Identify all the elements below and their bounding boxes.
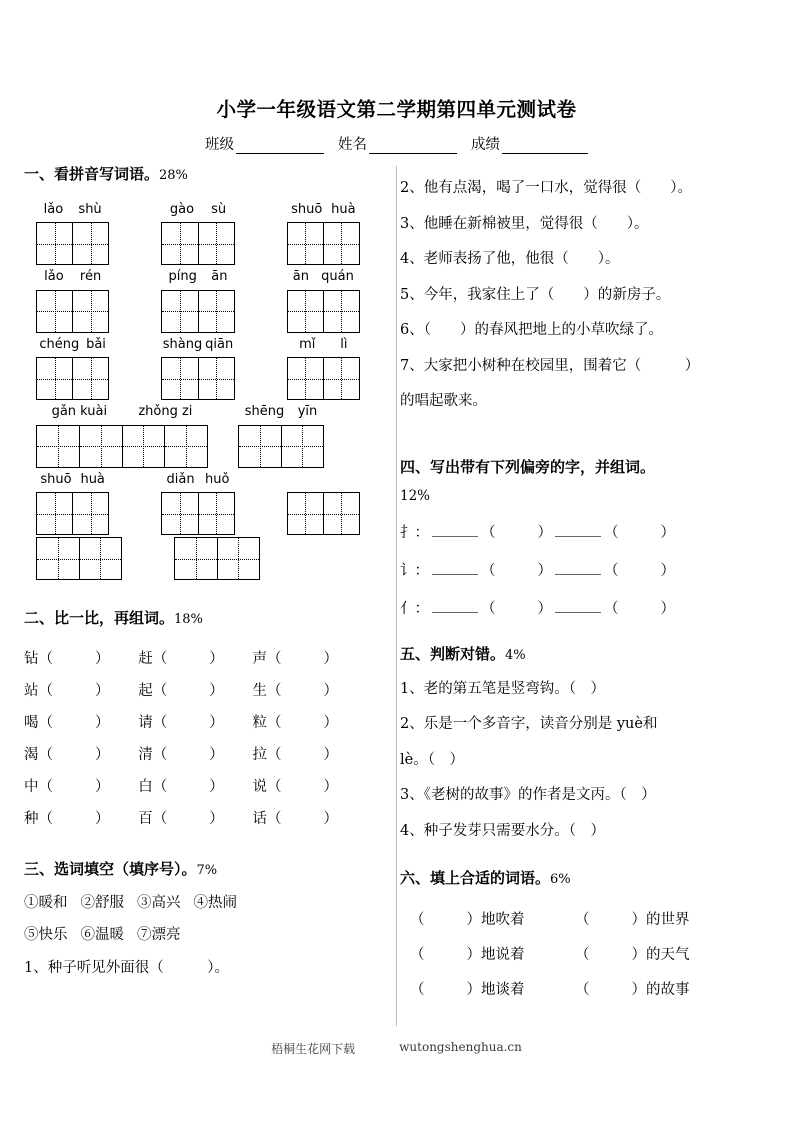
pinyin-syllable: shàng <box>162 336 203 352</box>
compare-word-cell[interactable] <box>252 801 360 833</box>
character-blank[interactable] <box>555 561 601 575</box>
compare-word-cell[interactable] <box>138 737 252 769</box>
compare-words-body <box>24 641 360 833</box>
compare-word-cell[interactable] <box>24 673 138 705</box>
pinyin-syllable: zhǒng zi <box>138 404 193 420</box>
pinyin-row <box>24 200 360 266</box>
paren-close: ） <box>95 746 110 763</box>
pinyin-syllable: diǎn <box>166 471 195 487</box>
writing-grid[interactable] <box>36 357 109 400</box>
option-item[interactable]: ③高兴 <box>137 895 181 912</box>
score-label: 成绩 <box>471 137 500 154</box>
compare-word-cell[interactable] <box>138 705 252 737</box>
writing-grid[interactable] <box>287 290 360 333</box>
compare-char: 声（ <box>252 650 282 667</box>
writing-grid-cell[interactable] <box>73 493 108 534</box>
writing-grid-cell[interactable] <box>288 291 324 332</box>
student-id-line <box>0 133 793 154</box>
character-blank[interactable] <box>432 599 478 613</box>
compare-char: 中（ <box>24 778 53 795</box>
paren-close: ） <box>323 810 338 827</box>
writing-grid[interactable] <box>238 425 324 468</box>
writing-grid-cell[interactable] <box>73 291 108 332</box>
compare-word-cell[interactable] <box>24 801 138 833</box>
pinyin-syllable: shuō <box>40 471 72 487</box>
writing-grid-row <box>24 492 360 535</box>
paren-close: ） <box>95 714 110 731</box>
compare-word-cell[interactable] <box>138 769 252 801</box>
writing-grid-cell[interactable] <box>37 291 73 332</box>
compare-word-cell[interactable] <box>24 737 138 769</box>
paren-close: ） <box>95 650 110 667</box>
section-3-title: 三、选词填空（填序号）。 <box>24 860 197 879</box>
character-blank[interactable] <box>432 561 478 575</box>
writing-grid-cell[interactable] <box>80 426 123 467</box>
section-4-radical-rows <box>400 521 750 618</box>
section-5-questions <box>400 678 750 842</box>
compare-char: 请（ <box>138 714 168 731</box>
pinyin-label-row <box>24 267 360 287</box>
compare-word-cell[interactable] <box>138 673 252 705</box>
question-line[interactable]: 1、种子听见外面很（ ）。 <box>24 960 229 977</box>
writing-grid-cell[interactable] <box>324 493 359 534</box>
paren-close: ） <box>209 650 224 667</box>
paren-open: （ <box>481 562 496 579</box>
table-row <box>400 936 750 971</box>
writing-grid[interactable] <box>36 222 109 265</box>
footer-source: 梧桐生花网下载 <box>271 1042 356 1056</box>
writing-grid-cell[interactable] <box>37 426 80 467</box>
pinyin-syllable: ān <box>292 269 309 285</box>
section-4-heading <box>400 457 750 478</box>
fill-word-cell[interactable] <box>400 936 575 971</box>
compare-word-cell[interactable] <box>138 801 252 833</box>
question-line[interactable]: 2、他有点渴，喝了一口水，觉得很（ ）。 <box>400 180 692 197</box>
page-title: 小学一年级语文第二学期第四单元测试卷 <box>216 98 577 121</box>
paren-open: （ <box>410 947 425 964</box>
pinyin-label-row <box>24 200 360 220</box>
pinyin-group-label <box>36 267 109 287</box>
pinyin-syllable: chéng <box>39 336 80 352</box>
pinyin-syllable: lì <box>340 336 348 352</box>
section-2-heading <box>24 608 360 629</box>
judgement-question[interactable]: 4、种子发芽只需要水分。（ ） <box>400 822 605 839</box>
writing-grid-cell[interactable] <box>37 223 73 264</box>
compare-char: 赶（ <box>138 650 168 667</box>
table-row <box>24 737 360 769</box>
judgement-question[interactable]: 3、《老树的故事》的作者是文丙。（ ） <box>400 787 656 804</box>
section-3-score: 7% <box>196 863 218 879</box>
compare-char: 起（ <box>138 682 168 699</box>
column-divider <box>396 166 397 1026</box>
pinyin-syllable: lǎo <box>44 269 64 285</box>
pinyin-syllable: rén <box>79 269 102 285</box>
writing-grid-cell[interactable] <box>324 223 359 264</box>
section-5-title: 五、判断对错。 <box>400 644 506 663</box>
pinyin-syllable: sù <box>211 201 227 217</box>
table-row <box>400 901 750 936</box>
judgement-question[interactable]: 1、老的第五笔是竖弯钩。（ ） <box>400 680 605 697</box>
writing-grid-cell[interactable] <box>162 291 198 332</box>
section-2-title: 二、比一比，再组词。 <box>24 609 175 628</box>
radical-label: 扌： <box>400 524 429 541</box>
name-label: 姓名 <box>338 137 367 154</box>
judgement-question[interactable]: lè。（ ） <box>400 751 464 768</box>
section-6-heading <box>400 868 750 889</box>
compare-char: 拉（ <box>252 746 282 763</box>
compare-word-cell[interactable] <box>252 705 360 737</box>
fill-word-tail: ）的世界 <box>631 912 690 929</box>
paren-close: ） <box>323 650 338 667</box>
pinyin-label-row <box>24 470 360 490</box>
fill-word-tail: ）的故事 <box>631 982 690 999</box>
question-line[interactable]: 5、今年，我家住上了（ ）的新房子。 <box>400 286 671 303</box>
pinyin-syllable: shēng <box>244 404 285 420</box>
table-row <box>24 769 360 801</box>
fill-words-body <box>400 901 750 1006</box>
pinyin-syllable: gǎn kuài <box>51 404 108 420</box>
fill-word-cell[interactable] <box>400 971 575 1006</box>
writing-grid[interactable] <box>36 290 109 333</box>
writing-grid-cell[interactable] <box>123 426 166 467</box>
compare-word-cell[interactable] <box>24 705 138 737</box>
paren-open: （ <box>604 562 619 579</box>
question-line[interactable]: 的唱起歌来。 <box>400 393 487 410</box>
judgement-question[interactable]: 2、乐是一个多音字，读音分别是 yuè和 <box>400 716 658 733</box>
section-6-title: 六、填上合适的词语。 <box>400 869 551 888</box>
compare-char: 话（ <box>252 810 282 827</box>
writing-grid[interactable] <box>287 357 360 400</box>
score-blank[interactable] <box>502 139 588 154</box>
compare-char: 百（ <box>138 810 168 827</box>
paren-close: ） <box>537 562 552 579</box>
writing-grid-cell[interactable] <box>239 426 282 467</box>
compare-char: 生（ <box>252 682 282 699</box>
section-1-title: 一、看拼音写词语。 <box>24 165 160 184</box>
pinyin-row <box>24 537 360 580</box>
writing-grid-row <box>24 290 360 333</box>
radical-row <box>400 559 750 580</box>
name-blank[interactable] <box>369 139 457 154</box>
body-columns <box>0 164 793 1006</box>
paren-open: （ <box>481 524 496 541</box>
pinyin-row <box>24 335 360 401</box>
writing-grid-cell[interactable] <box>199 493 234 534</box>
writing-grid-cell[interactable] <box>199 358 234 399</box>
pinyin-group-label <box>287 200 360 220</box>
compare-word-cell[interactable] <box>252 641 360 673</box>
pinyin-group-label <box>161 200 234 220</box>
compare-char: 站（ <box>24 682 53 699</box>
pinyin-group-label <box>238 402 324 422</box>
name-field[interactable] <box>338 133 457 154</box>
paren-close: ） <box>323 778 338 795</box>
section-5-heading <box>400 644 750 665</box>
fill-word-cell[interactable] <box>400 901 575 936</box>
compare-char: 渴（ <box>24 746 53 763</box>
compare-word-cell[interactable] <box>24 641 138 673</box>
compare-char: 种（ <box>24 810 53 827</box>
compare-word-cell[interactable] <box>24 769 138 801</box>
character-blank[interactable] <box>555 523 601 537</box>
paren-close: ） <box>95 682 110 699</box>
writing-grid-cell[interactable] <box>162 493 198 534</box>
option-item[interactable]: ④热闹 <box>193 895 237 912</box>
table-row <box>400 971 750 1006</box>
paren-close: ） <box>323 682 338 699</box>
pinyin-syllable: shuō <box>291 201 323 217</box>
writing-grid-cell[interactable] <box>165 426 207 467</box>
paren-close: ） <box>209 682 224 699</box>
option-item[interactable]: ⑦漂亮 <box>137 927 181 944</box>
paren-close: ） <box>660 562 675 579</box>
paren-close: ） <box>660 600 675 617</box>
paren-open: （ <box>481 600 496 617</box>
pinyin-syllable: huǒ <box>205 471 230 487</box>
fill-word-tail: ）的天气 <box>631 947 690 964</box>
pinyin-group-label <box>287 470 360 490</box>
radical-row <box>400 597 750 618</box>
character-blank[interactable] <box>555 599 601 613</box>
writing-grid[interactable] <box>161 222 234 265</box>
pinyin-syllable: huà <box>331 201 356 217</box>
paren-open: （ <box>410 982 425 999</box>
pinyin-group-label <box>161 335 234 355</box>
writing-grid[interactable] <box>36 492 109 535</box>
pinyin-syllable: yīn <box>297 404 318 420</box>
option-item[interactable]: ⑥温暖 <box>80 927 124 944</box>
left-column <box>24 164 376 1006</box>
writing-grid-cell[interactable] <box>73 223 108 264</box>
pinyin-syllable: ān <box>211 269 228 285</box>
compare-char: 粒（ <box>252 714 282 731</box>
compare-char: 说（ <box>252 778 282 795</box>
pinyin-label-row <box>24 335 360 355</box>
writing-grid-cell[interactable] <box>175 538 218 579</box>
pinyin-syllable: huà <box>80 471 105 487</box>
paren-close: ） <box>660 524 675 541</box>
compare-char: 清（ <box>138 746 168 763</box>
writing-grid-cell[interactable] <box>282 426 324 467</box>
compare-word-cell[interactable] <box>252 769 360 801</box>
section-3-heading <box>24 859 360 880</box>
table-row <box>24 673 360 705</box>
pinyin-group-label <box>161 267 234 287</box>
writing-grid-row <box>24 425 360 468</box>
section-4-title: 四、写出带有下列偏旁的字，并组词。 <box>400 457 656 476</box>
section-1-heading <box>24 164 360 185</box>
fill-word-tail: ）地说着 <box>466 947 525 964</box>
writing-grid-cell[interactable] <box>288 358 324 399</box>
section-4-score: 12% <box>400 487 431 504</box>
writing-grid-cell[interactable] <box>80 538 122 579</box>
paren-open: （ <box>604 524 619 541</box>
pinyin-syllable: lǎo <box>43 201 64 217</box>
pinyin-syllable: shù <box>78 201 102 217</box>
table-row <box>24 641 360 673</box>
writing-grid-cell[interactable] <box>199 223 234 264</box>
writing-grid-cell[interactable] <box>37 538 80 579</box>
compare-word-cell[interactable] <box>138 641 252 673</box>
pinyin-label-row <box>24 402 360 422</box>
section-2-score: 18% <box>174 612 203 628</box>
paren-close: ） <box>209 810 224 827</box>
section-3-options-row-2 <box>24 923 360 944</box>
writing-grid-row <box>24 222 360 265</box>
pinyin-row <box>24 267 360 333</box>
writing-grid-cell[interactable] <box>324 291 359 332</box>
pinyin-group-label <box>287 335 360 355</box>
section-3-options-row-1 <box>24 891 360 912</box>
writing-grid[interactable] <box>287 222 360 265</box>
paren-close: ） <box>209 778 224 795</box>
radical-label: 讠： <box>400 562 429 579</box>
pinyin-group-label <box>36 200 109 220</box>
writing-grid-cell[interactable] <box>218 538 260 579</box>
character-blank[interactable] <box>432 523 478 537</box>
paren-close: ） <box>323 714 338 731</box>
pinyin-syllable: gào <box>169 201 195 217</box>
paren-close: ） <box>95 778 110 795</box>
writing-grid[interactable] <box>287 492 360 535</box>
pinyin-group-label <box>287 267 360 287</box>
class-field[interactable] <box>205 133 324 154</box>
pinyin-group-label <box>36 470 109 490</box>
writing-grid-cell[interactable] <box>162 223 198 264</box>
paren-open: （ <box>410 912 425 929</box>
compare-word-cell[interactable] <box>252 737 360 769</box>
writing-grid-cell[interactable] <box>37 493 73 534</box>
footer-site: wutongshenghua.cn <box>399 1040 522 1054</box>
compare-char: 白（ <box>138 778 168 795</box>
writing-grid-cell[interactable] <box>37 358 73 399</box>
pinyin-syllable: mǐ <box>299 336 316 352</box>
paren-open: （ <box>575 912 590 929</box>
writing-grid-cell[interactable] <box>73 358 108 399</box>
writing-grid[interactable] <box>36 425 208 468</box>
paren-close: ） <box>537 600 552 617</box>
writing-grid-row <box>24 537 360 580</box>
pinyin-group-label <box>36 402 208 422</box>
paren-close: ） <box>537 524 552 541</box>
right-column <box>376 164 750 1006</box>
option-item[interactable]: ⑤快乐 <box>24 927 68 944</box>
question-line[interactable]: 3、他睡在新棉被里，觉得很（ ）。 <box>400 215 649 232</box>
writing-grid[interactable] <box>161 290 234 333</box>
pinyin-syllable: qiān <box>205 336 234 352</box>
paren-open: （ <box>575 982 590 999</box>
radical-row <box>400 521 750 542</box>
pinyin-row <box>24 470 360 536</box>
class-label: 班级 <box>205 137 234 154</box>
writing-grid-cell[interactable] <box>162 358 198 399</box>
section-3-right-questions <box>400 177 750 412</box>
score-field[interactable] <box>471 133 588 154</box>
pinyin-syllable: bǎi <box>86 336 106 352</box>
section-5-score: 4% <box>505 647 526 663</box>
question-line[interactable]: 4、老师表扬了他，他很（ ）。 <box>400 251 620 268</box>
class-blank[interactable] <box>236 139 324 154</box>
paren-close: ） <box>209 714 224 731</box>
section-3-left-questions <box>24 957 360 979</box>
fill-word-cell[interactable] <box>575 936 750 971</box>
radical-label: 亻： <box>400 600 429 617</box>
section-1-score: 28% <box>159 168 188 184</box>
writing-grid-cell[interactable] <box>288 493 324 534</box>
option-item[interactable]: ②舒服 <box>80 895 124 912</box>
pinyin-writing-block <box>24 200 360 581</box>
option-item[interactable]: ①暖和 <box>24 895 68 912</box>
writing-grid-row <box>24 357 360 400</box>
section-6-score: 6% <box>550 872 571 888</box>
writing-grid[interactable] <box>161 357 234 400</box>
writing-grid[interactable] <box>161 492 234 535</box>
pinyin-syllable: píng <box>168 269 197 285</box>
paren-close: ） <box>323 746 338 763</box>
compare-word-cell[interactable] <box>252 673 360 705</box>
paren-open: （ <box>604 600 619 617</box>
writing-grid-cell[interactable] <box>199 291 234 332</box>
table-row <box>24 801 360 833</box>
paren-close: ） <box>209 746 224 763</box>
fill-word-tail: ）地吹着 <box>466 912 525 929</box>
pinyin-group-label <box>36 335 109 355</box>
pinyin-syllable: quán <box>321 269 354 285</box>
writing-grid[interactable] <box>174 537 260 580</box>
compare-char: 钻（ <box>24 650 53 667</box>
writing-grid-cell[interactable] <box>288 223 324 264</box>
paren-open: （ <box>575 947 590 964</box>
question-line[interactable]: 7、大家把小树种在校园里，围着它（ ） <box>400 357 700 374</box>
footer <box>0 1040 793 1057</box>
pinyin-row <box>24 402 360 468</box>
writing-grid[interactable] <box>36 537 122 580</box>
fill-words-table <box>400 901 750 1006</box>
fill-word-cell[interactable] <box>575 901 750 936</box>
compare-words-table <box>24 641 360 833</box>
question-line[interactable]: 6、（ ）的春风把地上的小草吹绿了。 <box>400 322 663 339</box>
paren-close: ） <box>95 810 110 827</box>
table-row <box>24 705 360 737</box>
pinyin-group-label <box>161 470 234 490</box>
writing-grid-cell[interactable] <box>324 358 359 399</box>
fill-word-cell[interactable] <box>575 971 750 1006</box>
compare-char: 喝（ <box>24 714 53 731</box>
fill-word-tail: ）地谈着 <box>466 982 525 999</box>
